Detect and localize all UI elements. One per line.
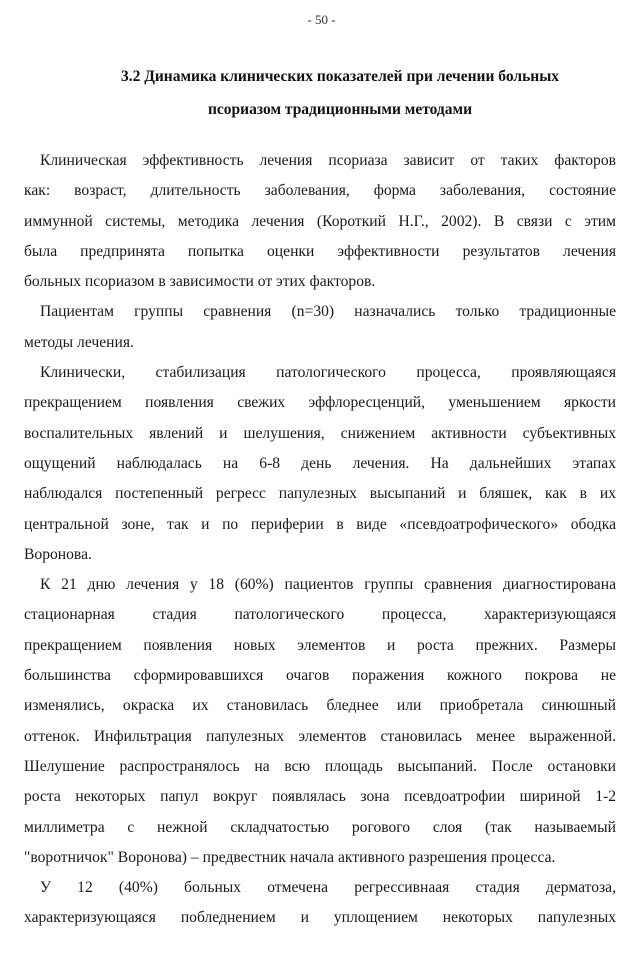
body-text <box>24 146 616 934</box>
text-line: Воронова. <box>24 545 92 563</box>
text-line: методы лечения. <box>24 333 134 351</box>
text-line: Пациентам группы сравнения (n=30) назначались только традиционные <box>40 303 616 321</box>
page-number: - 50 - <box>307 12 336 27</box>
text-line: прекращением появления новых элементов и роста прежних. Размеры <box>24 636 616 654</box>
text-line: наблюдался постепенный регресс папулезных высыпаний и бляшек, как в их <box>24 485 616 503</box>
text-line: иммунной системы, методика лечения (Короткий Н.Г., 2002). В связи с этим <box>24 212 616 230</box>
text-line: Шелушение распространялось на всю площадь высыпаний. После остановки <box>24 757 616 775</box>
text-line: большинства сформировавшихся очагов поражения кожного покрова не <box>24 667 616 685</box>
text-line: Клинически, стабилизация патологического процесса, проявляющаяся <box>40 364 616 382</box>
text-line: центральной зоне, так и по периферии в виде «псевдоатрофического» ободка <box>24 515 616 533</box>
text-line: К 21 дню лечения у 18 (60%) пациентов группы сравнения диагностирована <box>40 576 616 594</box>
section-heading-line-2: псориазом традиционными методами <box>208 101 472 118</box>
text-line: стационарная стадия патологического процесса, характеризующаяся <box>24 606 616 624</box>
section-heading-line-1: 3.2 Динамика клинических показателей при лечении больных <box>120 68 560 85</box>
text-line: характеризующаяся побледнением и уплощением некоторых папулезных <box>24 909 616 927</box>
text-line: миллиметра с нежной складчатостью рогового слоя (так называемый <box>24 818 616 836</box>
text-line: роста некоторых папул вокруг появлялась зона псевдоатрофии шириной 1-2 <box>24 788 616 806</box>
text-line: прекращением появления свежих эффлоресценций, уменьшением яркости <box>24 394 616 412</box>
text-line: У 12 (40%) больных отмечена регрессивнаая стадия дерматоза, <box>40 879 616 897</box>
text-line: Клиническая эффективность лечения псориаза зависит от таких факторов <box>40 152 616 169</box>
text-line: была предпринята попытка оценки эффективности результатов лечения <box>24 242 616 260</box>
text-line: оттенок. Инфильтрация папулезных элементов становилась менее выраженной. <box>24 727 616 745</box>
section-heading <box>60 60 620 126</box>
text-line: изменялись, окраска их становилась бледнее или приобретала синюшный <box>24 697 616 715</box>
text-line: как: возраст, длительность заболевания, форма заболевания, состояние <box>24 182 616 200</box>
text-line: больных псориазом в зависимости от этих факторов. <box>24 273 376 291</box>
text-line: воспалительных явлений и шелушения, снижением активности субъективных <box>24 424 616 442</box>
text-line: "воротничок" Воронова) – предвестник начала активного разрешения процесса. <box>24 848 556 866</box>
text-line: ощущений наблюдалась на 6-8 день лечения. На дальнейших этапах <box>24 454 616 472</box>
